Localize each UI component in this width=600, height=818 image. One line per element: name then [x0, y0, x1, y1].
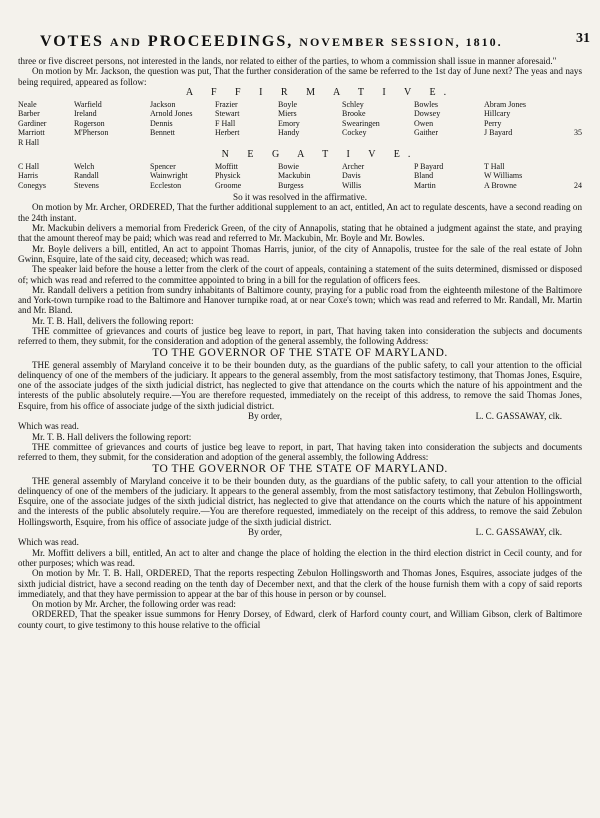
member-name: A Browne: [484, 180, 517, 190]
name-column: [342, 100, 414, 147]
member-name: C Hall: [18, 161, 40, 171]
paragraph: three or five discreet persons, not interested in the lands, nor related to either of the parties, to whom a commission shall issue in manner aforesaid.": [18, 56, 557, 66]
name-column: [278, 100, 342, 147]
member-name: Harris: [18, 171, 38, 181]
member-name: Martin: [414, 180, 436, 190]
paragraph: Mr. Moffitt delivers a bill, entitled, An act to alter and change the place of holding the election in the third election district in Cecil county, and for other purposes; which was read.: [18, 547, 582, 568]
member-name: Cockey: [342, 128, 367, 138]
paragraph: Mr. Mackubin delivers a memorial from Frederick Green, of the city of Annapolis, stating that he obtained a judgment against the state, and praying that the amount thereof may be paid; which was read and referred to Mr. Mackubin, Mr. Boyle and Mr. Bowles.: [18, 223, 582, 244]
member-name: Rogerson: [74, 118, 105, 128]
paragraph: On motion by Mr. T. B. Hall, ORDERED, That the reports respecting Zebulon Hollingsworth and Thomas Jones, Esquires, associate judges of the sixth judicial district, have a second reading on the tenth day of December next, and that the clerk of the house furnish them with a copy of said reports immediately, and that they have permission to appear at the bar of this house in person or by counsel.: [18, 568, 582, 599]
paragraph: THE committee of grievances and courts of justice beg leave to report, in part, That having taken into consideration the subjects and documents referred to them, they submit, for the consideration and adoption of the general assembly, the following Address:: [18, 441, 582, 463]
member-name: Brooke: [342, 109, 366, 119]
page-header: [40, 33, 560, 51]
paragraph: The speaker laid before the house a letter from the clerk of the court of appeals, containing a statement of the suits determined, dismissed or disposed of; which was read and referred to the committee appointed to bring in a bill for the regulation of officers fees.: [18, 264, 582, 285]
member-name: Ireland: [74, 109, 97, 119]
member-name: Schley: [342, 99, 364, 109]
member-name: Burgess: [278, 180, 304, 190]
address-heading: TO THE GOVERNOR OF THE STATE OF MARYLAND.: [152, 346, 448, 359]
header-session: NOVEMBER SESSION, 1810.: [299, 35, 503, 49]
member-name: Willis: [342, 180, 362, 190]
member-name: T Hall: [484, 161, 505, 171]
member-name: Welch: [74, 161, 95, 171]
member-name: Miers: [278, 109, 297, 119]
member-name: Randall: [74, 171, 99, 181]
member-name: Bowie: [278, 161, 299, 171]
member-name: Arnold Jones: [150, 109, 193, 119]
member-name: P Bayard: [414, 161, 444, 171]
paragraph: ORDERED, That the speaker issue summons for Henry Dorsey, of Edward, clerk of Harford county court, and William Gibson, clerk of Baltimore county court, to give testimony to this house relative to the official: [18, 609, 582, 630]
member-name: Boyle: [278, 99, 298, 109]
affirmative-list: [18, 100, 582, 147]
paragraph: Which was read.: [18, 537, 79, 548]
negative-heading: N E G A T I V E.: [221, 148, 419, 160]
member-name: Abram Jones: [484, 99, 526, 109]
member-name: Conegys: [18, 180, 46, 190]
name-column: [342, 162, 414, 190]
page-body: [18, 56, 582, 630]
name-column: [414, 100, 484, 147]
member-name: R Hall: [18, 137, 40, 147]
paragraph: THE general assembly of Maryland conceive it to be their bounden duty, as the guardians of the public safety, to call your attention to the official delinquency of one of the members of the judiciary. It appears to the general assembly, from the most satisfactory testimony, that Zebulon Hollingsworth, Esquire, one of the associate judges of the sixth judicial district, has neglected to give that attendance on the courts which the nature of his appointment and the interests of the public absolutely require.—You are therefore requested, immediately on the receipt of this address, to remove the said Zebulon Hollingsworth, Esquire, from his office of associate judge of the sixth judicial district.: [18, 475, 582, 527]
page-number: 31: [576, 31, 590, 46]
member-name: Frazier: [215, 99, 238, 109]
name-column: [74, 162, 150, 190]
member-name: Bennett: [150, 128, 175, 138]
paragraph: Mr. T. B. Hall, delivers the following report:: [32, 315, 194, 326]
paragraph: Mr. Randall delivers a petition from sundry inhabitants of Baltimore county, praying for a public road from the eighteenth milestone of the Baltimore and York-town turnpike road to the Baltimore and Hanover turnpike road, at or near Coxe's town; which was read and referred to Mr. Randall, Mr. Martin and Mr. Bland.: [18, 284, 582, 316]
member-name: Dowsey: [414, 109, 441, 119]
name-column: [484, 100, 560, 147]
member-name: Archer: [342, 161, 365, 171]
header-and: AND: [109, 35, 142, 49]
member-name: Jackson: [150, 99, 176, 109]
member-name: Dennis: [150, 118, 173, 128]
name-column: [215, 162, 278, 190]
paragraph: On motion by Mr. Archer, the following order was read:: [32, 599, 236, 610]
header-votes: VOTES: [40, 33, 104, 50]
member-name: Physick: [215, 171, 241, 181]
member-name: W Williams: [484, 171, 523, 181]
member-name: Swearingen: [342, 118, 380, 128]
member-name: Perry: [484, 118, 502, 128]
member-name: Emory: [278, 118, 300, 128]
name-column: [18, 100, 74, 147]
member-name: Moffitt: [215, 161, 238, 171]
by-order-label: By order,: [248, 411, 282, 422]
member-name: Eccleston: [150, 180, 182, 190]
member-name: Gaither: [414, 128, 438, 138]
member-name: M'Pherson: [74, 128, 109, 138]
name-column: [74, 100, 150, 147]
member-name: Bland: [414, 171, 434, 181]
name-column: [414, 162, 484, 190]
resolution-line: So it was resolved in the affirmative.: [233, 192, 367, 203]
member-name: Stevens: [74, 180, 99, 190]
affirmative-count: 35: [574, 128, 582, 138]
member-name: Gardiner: [18, 118, 47, 128]
member-name: Groome: [215, 180, 242, 190]
member-name: Mackubin: [278, 171, 311, 181]
name-column: [18, 162, 74, 190]
name-column: [484, 162, 560, 190]
member-name: Warfield: [74, 99, 102, 109]
member-name: Stewart: [215, 109, 240, 119]
by-order-label: By order,: [248, 527, 282, 538]
paragraph: On motion by Mr. Archer, ORDERED, That the further additional supplement to an act, entitled, An act to regulate descents, have a second reading on the 24th instant.: [18, 202, 582, 223]
paragraph: Mr. T. B. Hall delivers the following report:: [32, 431, 192, 442]
member-name: Wainwright: [150, 171, 188, 181]
member-name: Neale: [18, 99, 37, 109]
paragraph: THE committee of grievances and courts of justice beg leave to report, in part, That having taken into consideration the subjects and documents referred to them, they submit, for the consideration and adoption of the general assembly, the following Address:: [18, 326, 582, 347]
address-heading: TO THE GOVERNOR OF THE STATE OF MARYLAND.: [152, 462, 448, 475]
negative-count: 24: [574, 180, 582, 190]
name-column: [150, 100, 215, 147]
negative-list: [18, 162, 582, 190]
member-name: J Bayard: [484, 128, 513, 138]
name-column: [150, 162, 215, 190]
member-name: Spencer: [150, 161, 176, 171]
paragraph: THE general assembly of Maryland conceive it to be their bounden duty, as the guardians of the public safety, to call your attention to the official delinquency of one of the members of the judiciary. It appears to the general assembly, from the most satisfactory testimony, that Thomas Jones, Esquire, one of the associate judges of the sixth judicial district, has neglected to give that attendance on the courts which the nature of his appointment and the interests of the public absolutely require.—You are therefore requested, immediately on the receipt of this address, to remove the said Thomas Jones, Esquire, from his office of associate judge of the sixth judicial district.: [18, 359, 582, 411]
member-name: Davis: [342, 171, 361, 181]
member-name: Marriott: [18, 128, 45, 138]
member-name: Owen: [414, 118, 434, 128]
member-name: Bowles: [414, 99, 438, 109]
clerk-signature: L. C. GASSAWAY, clk.: [475, 527, 562, 538]
member-name: Handy: [278, 128, 300, 138]
paragraph: Mr. Boyle delivers a bill, entitled, An act to appoint Thomas Harris, junior, of the city of Annapolis, trustee for the sale of the real estate of John Gwinn, Esquire, late of the said city, deceased; which was read.: [18, 243, 582, 264]
member-name: Barber: [18, 109, 40, 119]
clerk-signature: L. C. GASSAWAY, clk.: [475, 411, 562, 422]
affirmative-heading: A F F I R M A T I V E.: [185, 86, 455, 98]
name-column: [215, 100, 278, 147]
member-name: F Hall: [215, 118, 236, 128]
member-name: Hillcary: [484, 109, 511, 119]
paragraph: Which was read.: [18, 421, 79, 432]
by-order-line: [18, 411, 582, 421]
member-name: Herbert: [215, 128, 240, 138]
paragraph: On motion by Mr. Jackson, the question was put, That the further consideration of the same be referred to the 1st day of June next? The yeas and nays being required, appeared as follow:: [18, 66, 582, 87]
by-order-line: [18, 527, 582, 537]
name-column: [278, 162, 342, 190]
header-proceedings: PROCEEDINGS,: [147, 33, 294, 50]
